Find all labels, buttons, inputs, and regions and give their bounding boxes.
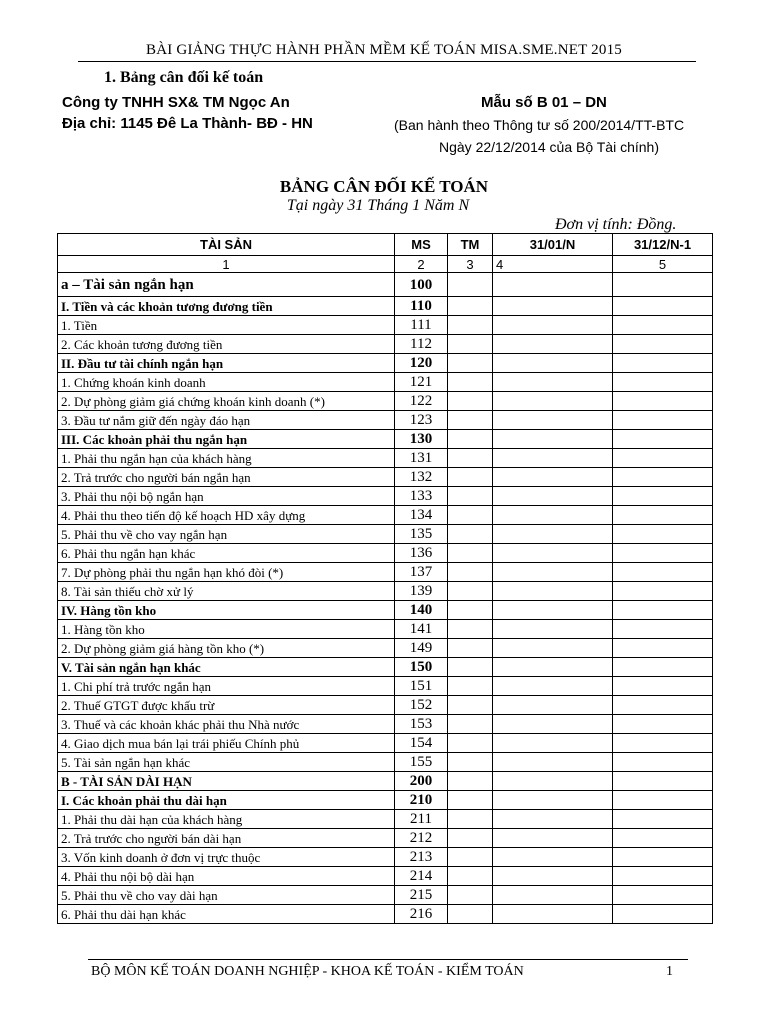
account-code-cell: 134	[395, 506, 448, 525]
issued-note-line1: (Ban hành theo Thông tư số 200/2014/TT-BTC	[394, 117, 685, 133]
table-row	[58, 544, 713, 563]
note-cell	[448, 335, 493, 354]
account-name-cell: 8. Tài sản thiếu chờ xử lý	[58, 582, 395, 601]
account-code-cell: 137	[395, 563, 448, 582]
table-row	[58, 316, 713, 335]
account-name-cell: B - TÀI SẢN DÀI HẠN	[58, 772, 395, 791]
account-name-cell: 1. Phải thu ngắn hạn của khách hàng	[58, 449, 395, 468]
current-value-cell	[493, 273, 613, 297]
note-cell	[448, 620, 493, 639]
table-row	[58, 506, 713, 525]
prior-value-cell	[613, 715, 713, 734]
note-cell	[448, 430, 493, 449]
prior-value-cell	[613, 430, 713, 449]
account-name-cell: 5. Phải thu về cho vay ngắn hạn	[58, 525, 395, 544]
current-value-cell	[493, 791, 613, 810]
current-value-cell	[493, 886, 613, 905]
prior-value-cell	[613, 582, 713, 601]
account-code-cell: 139	[395, 582, 448, 601]
account-name-cell: 2. Dự phòng giảm giá chứng khoán kinh doanh (*)	[58, 392, 395, 411]
account-code-cell: 153	[395, 715, 448, 734]
table-row	[58, 810, 713, 829]
current-value-cell	[493, 810, 613, 829]
note-cell	[448, 601, 493, 620]
note-cell	[448, 582, 493, 601]
account-name-cell: 1. Chi phí trả trước ngắn hạn	[58, 677, 395, 696]
note-cell	[448, 411, 493, 430]
table-row	[58, 525, 713, 544]
table-row	[58, 335, 713, 354]
current-value-cell	[493, 297, 613, 316]
note-cell	[448, 677, 493, 696]
prior-value-cell	[613, 886, 713, 905]
prior-value-cell	[613, 753, 713, 772]
header-note: TM	[448, 234, 493, 256]
account-name-cell: 6. Phải thu ngắn hạn khác	[58, 544, 395, 563]
document-date: Tại ngày 31 Tháng 1 Năm N	[286, 197, 470, 214]
note-cell	[448, 829, 493, 848]
note-cell	[448, 696, 493, 715]
note-cell	[448, 525, 493, 544]
current-value-cell	[493, 772, 613, 791]
current-value-cell	[493, 335, 613, 354]
account-code-cell: 100	[395, 273, 448, 297]
header-current-period: 31/01/N	[493, 234, 613, 256]
account-name-cell: V. Tài sản ngắn hạn khác	[58, 658, 395, 677]
current-value-cell	[493, 468, 613, 487]
account-code-cell: 151	[395, 677, 448, 696]
table-row	[58, 392, 713, 411]
account-code-cell: 213	[395, 848, 448, 867]
index-cell: 2	[395, 256, 448, 273]
prior-value-cell	[613, 487, 713, 506]
account-name-cell: 5. Phải thu về cho vay dài hạn	[58, 886, 395, 905]
table-row	[58, 772, 713, 791]
account-name-cell: 2. Các khoản tương đương tiền	[58, 335, 395, 354]
column-index-row	[58, 256, 713, 273]
table-row	[58, 734, 713, 753]
page-number: 1	[666, 964, 673, 979]
account-code-cell: 110	[395, 297, 448, 316]
account-name-cell: 4. Phải thu theo tiến độ kế hoạch HD xây dựng	[58, 506, 395, 525]
prior-value-cell	[613, 273, 713, 297]
table-row	[58, 273, 713, 297]
index-cell: 4	[493, 256, 613, 273]
current-value-cell	[493, 316, 613, 335]
account-name-cell: 5. Tài sản ngắn hạn khác	[58, 753, 395, 772]
account-code-cell: 152	[395, 696, 448, 715]
prior-value-cell	[613, 316, 713, 335]
note-cell	[448, 791, 493, 810]
account-code-cell: 149	[395, 639, 448, 658]
prior-value-cell	[613, 791, 713, 810]
note-cell	[448, 273, 493, 297]
current-value-cell	[493, 753, 613, 772]
current-value-cell	[493, 715, 613, 734]
account-code-cell: 215	[395, 886, 448, 905]
note-cell	[448, 658, 493, 677]
prior-value-cell	[613, 449, 713, 468]
currency-unit: Đơn vị tính: Đồng.	[555, 216, 677, 233]
current-value-cell	[493, 544, 613, 563]
account-code-cell: 141	[395, 620, 448, 639]
table-row	[58, 411, 713, 430]
table-row	[58, 430, 713, 449]
account-code-cell: 111	[395, 316, 448, 335]
table-row	[58, 354, 713, 373]
current-value-cell	[493, 506, 613, 525]
table-row	[58, 297, 713, 316]
table-row	[58, 677, 713, 696]
account-name-cell: a – Tài sản ngắn hạn	[58, 273, 395, 297]
prior-value-cell	[613, 392, 713, 411]
note-cell	[448, 468, 493, 487]
prior-value-cell	[613, 411, 713, 430]
current-value-cell	[493, 525, 613, 544]
table-row	[58, 620, 713, 639]
table-row	[58, 582, 713, 601]
current-value-cell	[493, 449, 613, 468]
account-code-cell: 212	[395, 829, 448, 848]
current-value-cell	[493, 601, 613, 620]
current-value-cell	[493, 411, 613, 430]
current-value-cell	[493, 392, 613, 411]
account-name-cell: 2. Thuế GTGT được khấu trừ	[58, 696, 395, 715]
table-row	[58, 658, 713, 677]
header-code: MS	[395, 234, 448, 256]
header-divider	[78, 61, 696, 62]
account-code-cell: 131	[395, 449, 448, 468]
account-name-cell: I. Các khoản phải thu dài hạn	[58, 791, 395, 810]
account-name-cell: 6. Phải thu dài hạn khác	[58, 905, 395, 924]
prior-value-cell	[613, 468, 713, 487]
prior-value-cell	[613, 297, 713, 316]
note-cell	[448, 639, 493, 658]
prior-value-cell	[613, 335, 713, 354]
account-code-cell: 135	[395, 525, 448, 544]
prior-value-cell	[613, 525, 713, 544]
account-name-cell: III. Các khoản phải thu ngắn hạn	[58, 430, 395, 449]
account-code-cell: 136	[395, 544, 448, 563]
current-value-cell	[493, 639, 613, 658]
table-row	[58, 715, 713, 734]
account-name-cell: 2. Dự phòng giảm giá hàng tồn kho (*)	[58, 639, 395, 658]
footer-department: BỘ MÔN KẾ TOÁN DOANH NGHIỆP - KHOA KẾ TOÁN - KIỂM TOÁN	[91, 964, 524, 979]
account-code-cell: 130	[395, 430, 448, 449]
account-code-cell: 150	[395, 658, 448, 677]
account-code-cell: 200	[395, 772, 448, 791]
account-code-cell: 154	[395, 734, 448, 753]
current-value-cell	[493, 620, 613, 639]
account-code-cell: 133	[395, 487, 448, 506]
account-name-cell: I. Tiền và các khoản tương đương tiền	[58, 297, 395, 316]
page-header-title: BÀI GIẢNG THỰC HÀNH PHẦN MỀM KẾ TOÁN MISA.SME.NET 2015	[146, 42, 622, 58]
note-cell	[448, 506, 493, 525]
table-row	[58, 753, 713, 772]
prior-value-cell	[613, 829, 713, 848]
note-cell	[448, 392, 493, 411]
form-number: Mẫu số B 01 – DN	[481, 94, 607, 111]
current-value-cell	[493, 905, 613, 924]
prior-value-cell	[613, 810, 713, 829]
note-cell	[448, 544, 493, 563]
account-name-cell: 7. Dự phòng phải thu ngắn hạn khó đòi (*)	[58, 563, 395, 582]
note-cell	[448, 487, 493, 506]
account-name-cell: 3. Vốn kinh doanh ở đơn vị trực thuộc	[58, 848, 395, 867]
table-row	[58, 791, 713, 810]
account-code-cell: 121	[395, 373, 448, 392]
document-title: BẢNG CÂN ĐỐI KẾ TOÁN	[279, 177, 489, 196]
table-row	[58, 563, 713, 582]
account-name-cell: 2. Trả trước cho người bán ngắn hạn	[58, 468, 395, 487]
balance-sheet-table	[57, 233, 713, 924]
table-row	[58, 696, 713, 715]
note-cell	[448, 373, 493, 392]
account-name-cell: IV. Hàng tồn kho	[58, 601, 395, 620]
note-cell	[448, 316, 493, 335]
prior-value-cell	[613, 772, 713, 791]
note-cell	[448, 449, 493, 468]
prior-value-cell	[613, 696, 713, 715]
current-value-cell	[493, 430, 613, 449]
header-prior-period: 31/12/N-1	[613, 234, 713, 256]
company-name: Công ty TNHH SX& TM Ngọc An	[62, 94, 290, 111]
table-row	[58, 886, 713, 905]
table-header-row	[58, 234, 713, 256]
table-row	[58, 487, 713, 506]
account-code-cell: 112	[395, 335, 448, 354]
section-title: 1. Bảng cân đối kế toán	[104, 69, 264, 86]
account-code-cell: 216	[395, 905, 448, 924]
account-name-cell: 1. Chứng khoán kinh doanh	[58, 373, 395, 392]
header-assets: TÀI SẢN	[58, 234, 395, 256]
account-code-cell: 155	[395, 753, 448, 772]
table-row	[58, 829, 713, 848]
note-cell	[448, 867, 493, 886]
table-row	[58, 867, 713, 886]
index-cell: 5	[613, 256, 713, 273]
prior-value-cell	[613, 905, 713, 924]
note-cell	[448, 715, 493, 734]
account-code-cell: 122	[395, 392, 448, 411]
note-cell	[448, 753, 493, 772]
account-name-cell: 1. Hàng tồn kho	[58, 620, 395, 639]
note-cell	[448, 905, 493, 924]
account-code-cell: 214	[395, 867, 448, 886]
table-row	[58, 468, 713, 487]
current-value-cell	[493, 582, 613, 601]
note-cell	[448, 354, 493, 373]
prior-value-cell	[613, 544, 713, 563]
index-cell: 3	[448, 256, 493, 273]
table-row	[58, 601, 713, 620]
prior-value-cell	[613, 563, 713, 582]
index-cell: 1	[58, 256, 395, 273]
issued-note-line2: Ngày 22/12/2014 của Bộ Tài chính)	[439, 139, 660, 155]
prior-value-cell	[613, 601, 713, 620]
account-name-cell: 3. Đầu tư nắm giữ đến ngày đáo hạn	[58, 411, 395, 430]
prior-value-cell	[613, 677, 713, 696]
prior-value-cell	[613, 620, 713, 639]
current-value-cell	[493, 829, 613, 848]
current-value-cell	[493, 487, 613, 506]
company-address: Địa chỉ: 1145 Đê La Thành- BĐ - HN	[62, 115, 313, 132]
note-cell	[448, 848, 493, 867]
account-code-cell: 211	[395, 810, 448, 829]
current-value-cell	[493, 658, 613, 677]
account-name-cell: 3. Phải thu nội bộ ngắn hạn	[58, 487, 395, 506]
footer-divider	[88, 959, 688, 960]
account-name-cell: 1. Phải thu dài hạn của khách hàng	[58, 810, 395, 829]
prior-value-cell	[613, 867, 713, 886]
account-code-cell: 120	[395, 354, 448, 373]
current-value-cell	[493, 373, 613, 392]
current-value-cell	[493, 677, 613, 696]
table-row	[58, 449, 713, 468]
current-value-cell	[493, 696, 613, 715]
note-cell	[448, 772, 493, 791]
account-name-cell: 2. Trả trước cho người bán dài hạn	[58, 829, 395, 848]
account-code-cell: 140	[395, 601, 448, 620]
prior-value-cell	[613, 373, 713, 392]
note-cell	[448, 810, 493, 829]
prior-value-cell	[613, 848, 713, 867]
current-value-cell	[493, 867, 613, 886]
note-cell	[448, 563, 493, 582]
note-cell	[448, 886, 493, 905]
table-row	[58, 373, 713, 392]
current-value-cell	[493, 354, 613, 373]
account-name-cell: 4. Phải thu nội bộ dài hạn	[58, 867, 395, 886]
account-name-cell: II. Đầu tư tài chính ngắn hạn	[58, 354, 395, 373]
current-value-cell	[493, 734, 613, 753]
current-value-cell	[493, 563, 613, 582]
account-name-cell: 4. Giao dịch mua bán lại trái phiếu Chính phủ	[58, 734, 395, 753]
table-row	[58, 848, 713, 867]
prior-value-cell	[613, 639, 713, 658]
account-code-cell: 123	[395, 411, 448, 430]
table-row	[58, 639, 713, 658]
account-name-cell: 3. Thuế và các khoản khác phải thu Nhà nước	[58, 715, 395, 734]
table-row	[58, 905, 713, 924]
note-cell	[448, 734, 493, 753]
prior-value-cell	[613, 734, 713, 753]
note-cell	[448, 297, 493, 316]
prior-value-cell	[613, 506, 713, 525]
prior-value-cell	[613, 658, 713, 677]
account-name-cell: 1. Tiền	[58, 316, 395, 335]
account-code-cell: 210	[395, 791, 448, 810]
current-value-cell	[493, 848, 613, 867]
prior-value-cell	[613, 354, 713, 373]
account-code-cell: 132	[395, 468, 448, 487]
